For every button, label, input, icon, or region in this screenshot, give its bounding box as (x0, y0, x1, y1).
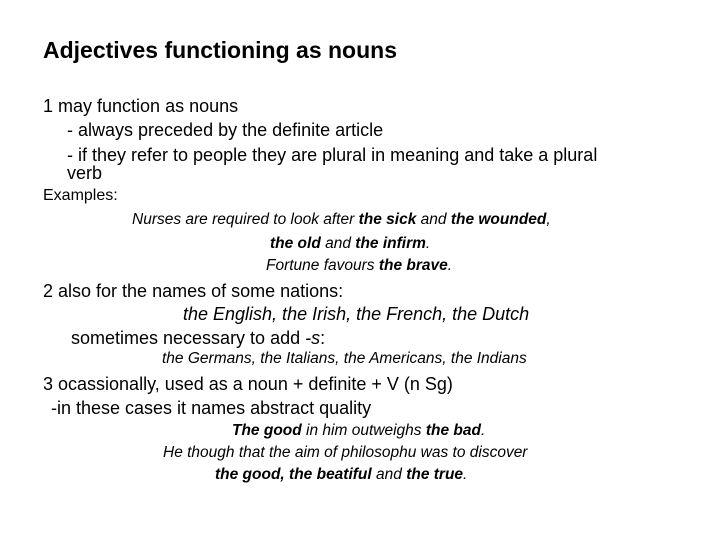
example-philosophy: He though that the aim of philosophu was to discover (163, 444, 528, 461)
section-1-bullet-plural-cont: verb (67, 163, 103, 183)
section-1-heading: 1 may function as nouns (43, 96, 239, 116)
section-1-bullet-article: - always preceded by the definite article (67, 120, 384, 140)
example-old-infirm: the old and the infirm. (270, 235, 431, 252)
section-2-heading: 2 also for the names of some nations: (43, 281, 344, 301)
example-good-bad: The good in him outweighs the bad. (232, 422, 486, 439)
section-1-bullet-plural: - if they refer to people they are plural in meaning and take a plural (67, 145, 598, 165)
example-brave: Fortune favours the brave. (266, 257, 453, 274)
examples-label: Examples: (43, 187, 118, 204)
section-3-sub: -in these cases it names abstract quality (51, 398, 372, 418)
example-good-beautiful-true: the good, the beatiful and the true. (215, 466, 468, 483)
section-3-heading: 3 ocassionally, used as a noun + definite + V (n Sg) (43, 374, 453, 394)
nations-list-2: the Germans, the Italians, the Americans, the Indians (162, 350, 527, 367)
nations-list-1: the English, the Irish, the French, the Dutch (183, 304, 530, 324)
page-title: Adjectives functioning as nouns (43, 37, 397, 63)
section-2-note: sometimes necessary to add -s: (71, 328, 326, 348)
example-sick-wounded: Nurses are required to look after the sick and the wounded, (132, 211, 551, 228)
